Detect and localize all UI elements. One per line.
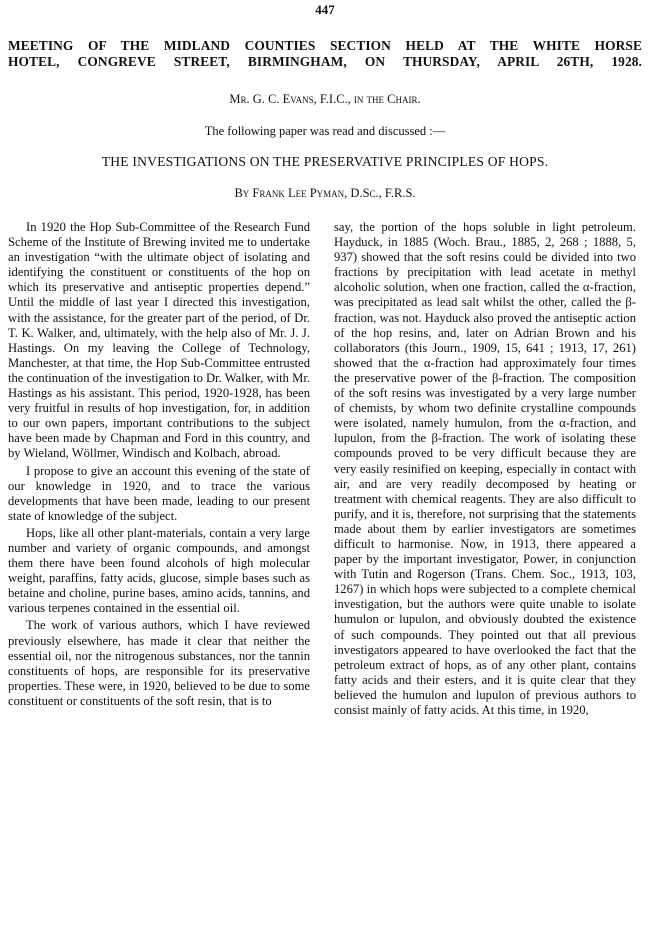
paragraph: The work of various authors, which I have reviewed previously elsewhere, has made it clear that neither the essential oil, nor the nitrogenous substances, nor the tannin constituents of hops, are responsible for its preservative properties. These were, in 1920, believed to be due to some constituent or constituents of the soft resin, that is to xyxy=(8,618,310,708)
meeting-heading xyxy=(8,38,642,70)
right-column xyxy=(334,220,636,718)
read-line: The following paper was read and discussed :— xyxy=(204,124,446,138)
paragraph: Hops, like all other plant-materials, contain a very large number and variety of organic compounds, and amongst them there have been found alcohols of high molecular weight, paraffins, fatty acids, glucose, simple bases such as betaine and choline, purine bases, amino acids, tannins, and various terpenes contained in the essential oil. xyxy=(8,525,310,616)
author-byline: By Frank Lee Pyman, D.Sc., F.R.S. xyxy=(234,186,416,200)
paragraph: In 1920 the Hop Sub-Committee of the Research Fund Scheme of the Institute of Brewing invited me to undertake an investigation “with the ultimate object of isolating and identifying the constituent or constituents of the hop on which its preservative and antiseptic properties depend.” Until the middle of last year I directed this investigation, with the assistance, for the greater part of the period, of Dr. T. K. Walker, and, ultimately, with the help also of Mr. J. J. Hastings. On my leaving the College of Technology, Manchester, at that time, the Hop Sub-Committee entrusted the continuation of the investigation to Dr. Walker, with Mr. Hastings as his assistant. This period, 1920-1928, has been very fruitful in results of hop investigation, for, in addition to our own papers, important contributions to the subject have been made by Chapman and Ford in this country, and by Wieland, Wöllmer, Windisch and Kolbach, abroad. xyxy=(8,220,310,461)
page-number: 447 xyxy=(315,2,335,17)
chair-line: Mr. G. C. Evans, F.I.C., in the Chair. xyxy=(229,92,421,106)
meeting-heading-line-1: MEETING OF THE MIDLAND COUNTIES SECTION HELD AT THE WHITE HORSE xyxy=(8,38,642,53)
paragraph: say, the portion of the hops soluble in light petroleum. Hayduck, in 1885 (Woch. Brau., 1885, 2, 268 ; 1888, 5, 937) showed that the soft resins could be divided into two fractions by precipitation with lead acetate in methyl alcoholic solution, when one fraction, called the α-fraction, was precipitated as lead salt whilst the other, called the β-fraction, was not. Hayduck also proved the antiseptic action of the hop resins, and, later on Adrian Brown and his collaborators (this Journ., 1909, 15, 641 ; 1913, 17, 261) showed that the α-fraction had approximately four times the preservative power of the β-fraction. The composition of the soft resins was investigated by a very large number of chemists, by whom two definite crystalline compounds were isolated, namely humulon, from the α-fraction, and lupulon, from the β-fraction. The work of isolating these compounds proved to be very difficult because they are very easily resinified on keeping, especially in contact with air, and are very readily decomposed by heating or treatment with chemical reagents. They are also difficult to purify, and it is, therefore, not surprising that the statements made about them by earlier investigators are sometimes difficult to harmonise. Now, in 1913, there appeared a paper by the important investigator, Power, in conjunction with Tutin and Rogerson (Trans. Chem. Soc., 1913, 103, 1267) in which hops were subjected to a complete chemical investigation, but the authors were quite unable to isolate humulon or lupulon, and obviously doubted the existence of such compounds. They pointed out that all previous investigators appeared to have overlooked the fact that the petroleum extract of hops, as of any other plant, contains fatty acids and their esters, and it is quite clear that they believed the humulon and lupulon of previous authors to consist mainly of fatty acids. At this time, in 1920, xyxy=(334,220,636,717)
left-column xyxy=(8,220,310,709)
paper-title: THE INVESTIGATIONS ON THE PRESERVATIVE PRINCIPLES OF HOPS. xyxy=(101,154,549,169)
meeting-heading-line-2: HOTEL, CONGREVE STREET, BIRMINGHAM, ON THURSDAY, APRIL 26TH, 1928. xyxy=(8,54,642,69)
paragraph: I propose to give an account this evening of the state of our knowledge in 1920, and to trace the various developments that have been made, leading to our present state of knowledge of the subject. xyxy=(8,463,310,523)
